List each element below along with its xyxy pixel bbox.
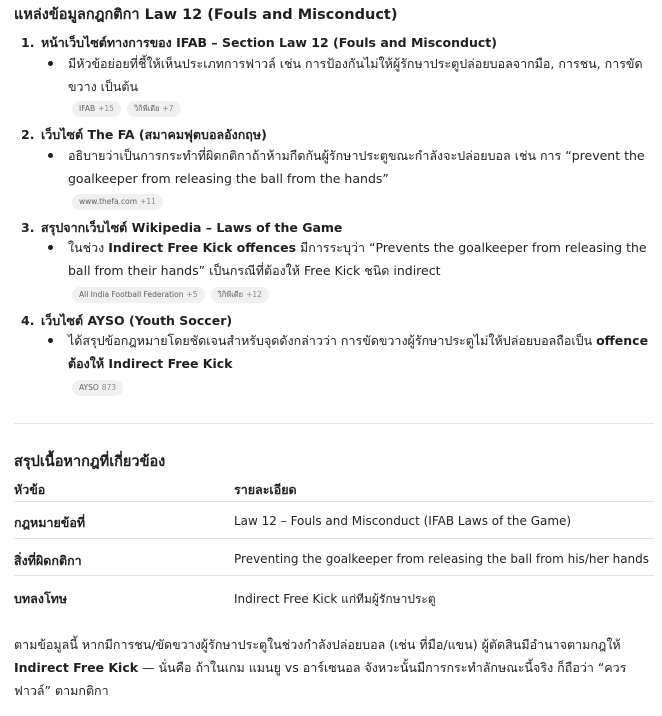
source-detail: มีหัวข้อย่อยที่ชี้ให้เห็นประเภทการฟาวล์ เช่น การป้องกันไม่ให้ผู้รักษาประตูปล่อยบอลจากมือ, การชน, การขัดขวาง เป็นต้น bbox=[68, 56, 643, 94]
citation-pills bbox=[72, 287, 269, 303]
section-heading: สรุปเนื้อหากฎที่เกี่ยวข้อง bbox=[14, 454, 166, 470]
list-number: 4. bbox=[21, 313, 35, 328]
table-row-divider bbox=[14, 501, 654, 502]
bullet-dot bbox=[48, 338, 53, 343]
source-heading-wikipedia bbox=[21, 218, 342, 238]
list-number: 1. bbox=[21, 35, 35, 50]
source-detail: ในช่วง Indirect Free Kick offences มีการระบุว่า “Prevents the goalkeeper from releasing the ball from their hands” เป็นกรณีที่ต้องให้ Free Kick ชนิด indirect bbox=[68, 240, 647, 278]
source-heading-thefa bbox=[21, 125, 267, 145]
bullet-dot bbox=[48, 61, 53, 66]
citation-pills bbox=[72, 380, 123, 396]
table-cell-topic: สิ่งที่ผิดกติกา bbox=[14, 553, 82, 568]
table-cell-detail: Preventing the goalkeeper from releasing the ball from his/her hands bbox=[234, 552, 650, 566]
table-cell-detail: Law 12 – Fouls and Misconduct (IFAB Laws of the Game) bbox=[234, 514, 572, 528]
page-title: แหล่งข้อมูลกฎกติกา Law 12 (Fouls and Misconduct) bbox=[14, 7, 398, 23]
citation-pill-wikipedia[interactable]: วิกิพีเดีย +7 bbox=[127, 101, 181, 117]
source-detail: ได้สรุปข้อกฎหมายโดยชัดเจนสำหรับจุดดังกล่าวว่า การขัดขวางผู้รักษาประตูไม่ให้ปล่อยบอลถือเป็น offence ต้องให้ Indirect Free Kick bbox=[68, 333, 649, 371]
list-number: 2. bbox=[21, 127, 35, 142]
summary-paragraph: ตามข้อมูลนี้ หากมีการชน/ขัดขวางผู้รักษาประตูในช่วงกำลังปล่อยบอล (เช่น ที่มือ/แขน) ผู้ตัดสินมีอำนาจตามกฎให้ Indirect Free Kick — นั่นคือ ถ้าในเกม แมนยู vs อาร์เซนอล จังหวะนั้นมีการกระทำลักษณะนี้จริง ก็ถือว่า “ควรฟาวล์” ตามกติกา bbox=[14, 637, 627, 698]
table-cell-detail: Indirect Free Kick แก่ทีมผู้รักษาประตู bbox=[234, 592, 436, 606]
bullet-dot bbox=[48, 153, 53, 158]
table-cell-topic: กฎหมายข้อที่ bbox=[14, 515, 86, 530]
table-header-detail: รายละเอียด bbox=[234, 482, 297, 497]
source-detail: อธิบายว่าเป็นการกระทำที่ผิดกติกาถ้าห้ามกีดกันผู้รักษาประตูขณะกำลังจะปล่อยบอล เช่น การ “prevent the goalkeeper from releasing the ball from the hands” bbox=[68, 148, 645, 186]
citation-pills bbox=[72, 194, 163, 210]
citation-pill-ayso[interactable]: AYSO 873 bbox=[72, 380, 123, 396]
source-title: เว็บไซต์ AYSO (Youth Soccer) bbox=[41, 313, 233, 328]
section-divider bbox=[14, 423, 654, 424]
citation-pills bbox=[72, 101, 181, 117]
bullet-dot bbox=[48, 245, 53, 250]
source-title: หน้าเว็บไซต์ทางการของ IFAB – Section Law 12 (Fouls and Misconduct) bbox=[41, 35, 497, 50]
citation-pill-wikipedia[interactable]: วิกิพีเดีย +12 bbox=[211, 287, 269, 303]
citation-pill-ifab[interactable]: IFAB +15 bbox=[72, 101, 121, 117]
source-title: สรุปจากเว็บไซต์ Wikipedia – Laws of the Game bbox=[41, 220, 343, 235]
table-row-divider bbox=[14, 538, 654, 539]
table-cell-topic: บทลงโทษ bbox=[14, 591, 68, 606]
table-header-topic: หัวข้อ bbox=[14, 482, 46, 497]
list-number: 3. bbox=[21, 220, 35, 235]
citation-pill-aiff[interactable]: All India Football Federation +5 bbox=[72, 287, 205, 303]
source-heading-ifab bbox=[21, 33, 497, 53]
citation-pill-thefa[interactable]: www.thefa.com +11 bbox=[72, 194, 163, 210]
source-heading-ayso bbox=[21, 311, 232, 331]
table-row-divider bbox=[14, 575, 654, 576]
source-title: เว็บไซต์ The FA (สมาคมฟุตบอลอังกฤษ) bbox=[41, 127, 267, 142]
